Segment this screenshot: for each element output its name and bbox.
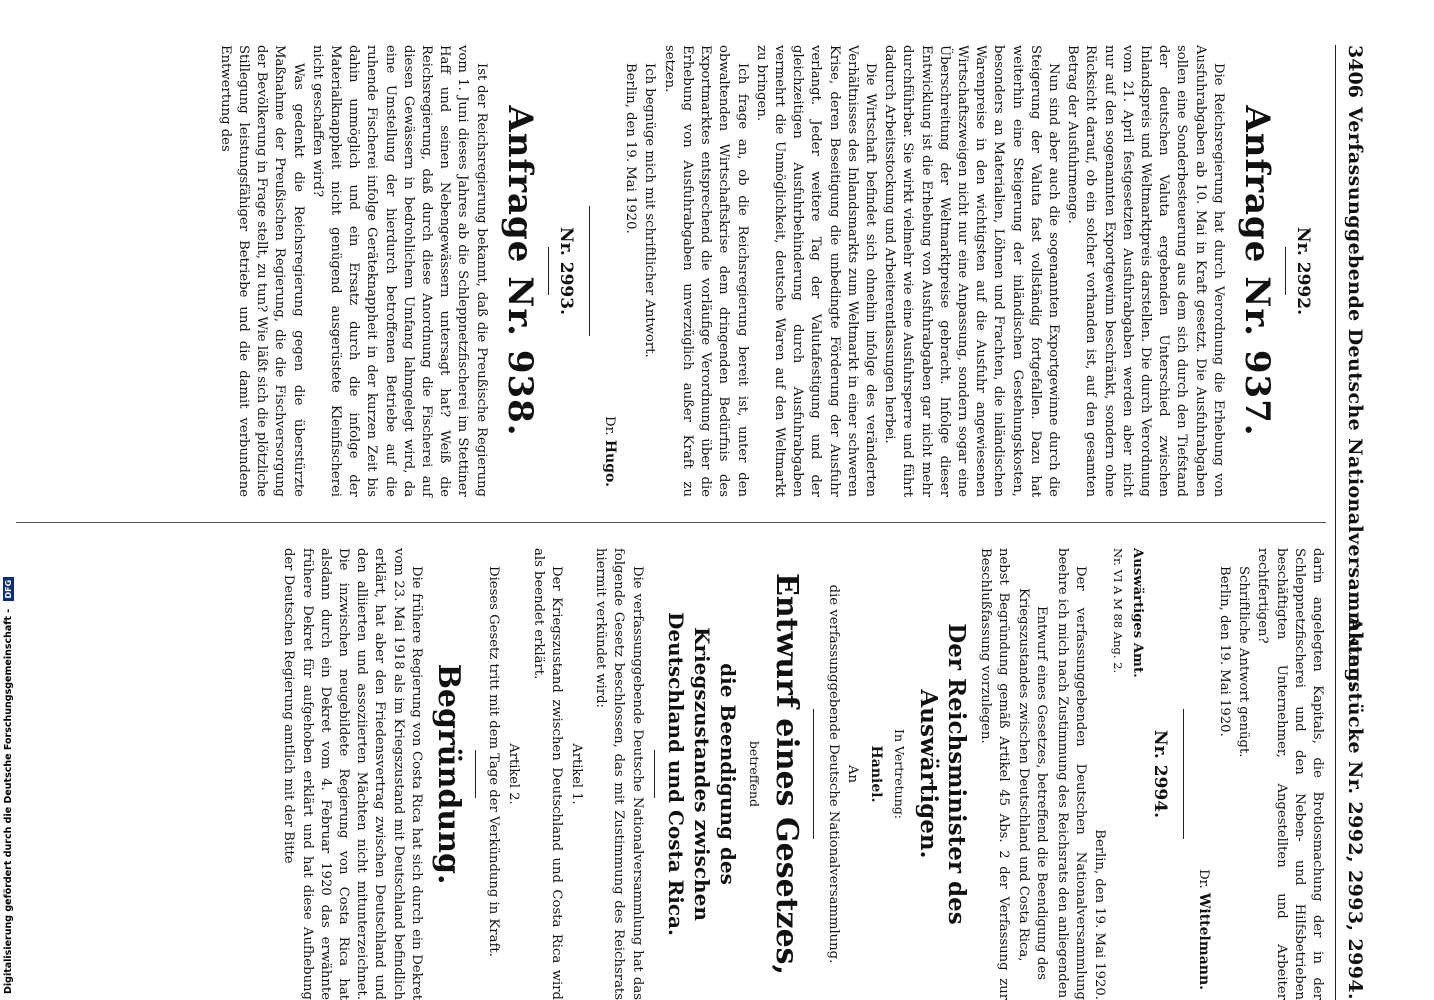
separator	[813, 709, 814, 839]
signature-title: Dr.	[602, 416, 618, 436]
document-number-2993: Nr. 2993.	[555, 226, 576, 315]
paragraph: Nun sind aber auch die sogenannten Exportgewinne durch die Steigerung der Valuta fast vollständig fortgefallen. Dazu hat weiterhin eine Steigerung der inländischen Gestehungskosten, besonders an Materialien, Löhnen und Frachten, die inländischen Warenpreise in den wichtigsten auf die Ausfuhr angewiesenen Wirtschaftszweigen nicht nur eine Anpassung, sondern sogar eine Überschreitung der Weltmarktpreise gebracht. Infolge dieser Entwicklung ist die Erhebung von Ausfuhrabgaben gar nicht mehr durchführbar. Sie wirkt vielmehr wie eine Ausfuhrsperre und führt dadurch Arbeitsstockung und Arbeiterentlassungen herbei.	[882, 45, 1061, 497]
signature-name: Haniel.	[868, 745, 885, 803]
page-number: 3406	[1344, 45, 1366, 98]
separator	[654, 750, 655, 798]
document-page	[2, 45, 1372, 1000]
place-date: Berlin, den 19. Mai 1920.	[1216, 566, 1232, 737]
paragraph: Die Reichsregierung hat durch Verordnung die Erhebung von Ausfuhrabgaben ab 10. Mai in Kraft gesetzt. Die Ausfuhrabgaben sollen eine Sonderbesteuerung aus dem sich durch den Tiefstand der deutschen Valuta ergebenden Unterschied zwischen Inlandspreis und Weltmarktpreis darstellen. Die durch Verordnung vom 21. April festgesetzten Ausfuhrabgaben werden aber nicht nur auf den sogenannten Exportgewinn beschränkt, sondern ohne Rücksicht darauf, ob ein solcher vorhanden ist, auf den gesamten Betrag der Ausfuhrmenge.	[1065, 45, 1226, 497]
paragraph: Ich begnüge mich mit schriftlicher Antwort.	[642, 63, 658, 358]
addressee: die verfassunggebende Deutsche Nationalversammlung.	[825, 584, 841, 964]
paragraph: Der verfassunggebenden Deutschen Nationalversammlung beehre ich mich nach Zustimmung des Reichsrats den anliegenden	[1054, 548, 1088, 1000]
separator	[475, 750, 476, 798]
separator	[548, 247, 549, 295]
credit-text: Digitalisierung gefördert durch die Deutsche Forschungsgemeinschaft -	[3, 608, 14, 994]
digitization-credit	[2, 4, 16, 994]
draft-law-heading: Entwurf eines Gesetzes,	[768, 572, 804, 976]
paragraph-indented: Entwurf eines Gesetzes, betreffend die Beendigung des Kriegszustandes zwischen Deutschland und Costa Rica,	[1016, 588, 1050, 980]
digitization-credit-text	[3, 4, 17, 994]
left-column	[215, 45, 1326, 497]
inquiry-heading-938: Anfrage Nr. 938.	[499, 105, 540, 437]
paragraph: Ich frage an, ob die Reichsregierung bereit ist, unter den obwaltenden Wirtschaftskrise dem dringenden Bedürfnis des Exportmarktes entsprechend die vorläufige Verordnung über die Erhebung von Ausfuhrabgaben unverzüglich außer Kraft zu setzen.	[661, 45, 750, 497]
law-title: die Beendigung des Kriegszustandes zwischen Deutschland und Costa Rica.	[663, 612, 740, 936]
signature-title: Dr.	[1195, 869, 1211, 889]
inquiry-heading-937: Anfrage Nr. 937.	[1236, 105, 1277, 437]
paragraph: Ist der Reichsregierung bekannt, daß die Preußische Regierung vom 1. Juni dieses Jahres ab die Schleppnetzfischerei im Stettiner Haff und seinen Nebengewässern untersagt hat? Weiß die Reichsregierung, daß durch diese Anordnung die Fischerei auf diesen Gewässern in bedrohlichem Umfang lahmgelegt wird, da eine Umstellung der hierdurch betroffenen Betriebe auf die ruhende Fischerei infolge Geräteknappheit in der kurzen Zeit bis dahin unmöglich und ein Ersatz durch die infolge der Materialknappheit nicht genügend ausgerüstete Kleinfischerei nicht geschaffen wird?	[309, 45, 489, 497]
header-document-numbers: Aktenstücke Nr. 2992, 2993, 2994.	[1344, 616, 1366, 1000]
minister-heading: Der Reichsminister des Auswärtigen.	[914, 623, 970, 925]
office-name: Auswärtiges Amt.	[1130, 548, 1146, 678]
rotated-document-scan	[2, 45, 1372, 1000]
signature	[1194, 548, 1213, 990]
justification-heading: Begründung.	[430, 663, 466, 885]
place-date: Berlin, den 19. Mai 1920.	[623, 63, 639, 234]
column-divider	[16, 522, 1326, 523]
signature-name: Wittelmann.	[1195, 892, 1212, 990]
document-number-2992: Nr. 2992.	[1293, 226, 1313, 315]
separator	[589, 206, 590, 336]
header-title: Verfassunggebende Deutsche Nationalversammlung.	[1344, 107, 1366, 689]
paragraph: nebst Begründung gemäß Artikel 45 Abs. 2 der Verfassung zur Beschlußfassung vorzulegen.	[977, 548, 1011, 1000]
paragraph: Die frühere Regierung von Costa Rica hat sich durch ein Dekret vom 23. Mai 1918 als im Kriegszustand mit Deutschland befindlich erklärt, hat aber den Friedensvertrag zwischen Deutschland und den alliierten und assoziierten Mächten nicht mitunterzeichnet. Die inzwischen neugebildete Regierung von Costa Rica hat alsdann durch ein Dekret vom 4. Februar 1920 das erwähnte frühere Dekret für aufgehoben erklärt und hat diese Aufhebung der Deutschen Regierung amtlich mit der Bitte	[281, 548, 424, 1000]
right-column	[278, 548, 1326, 1000]
article-heading: Artikel 2.	[506, 743, 522, 805]
separator	[1183, 709, 1184, 839]
place-date: Berlin, den 19. Mai 1920.	[1091, 829, 1107, 1000]
paragraph: Was gedenkt die Reichsregierung gegen die überstürzte Maßnahme der Preußischen Regierung, die die Fischversorgung der Bevölkerung in Frage stellt, zu tun? Wie läßt sich die plötzliche Stillegung leistungsfähiger Betriebe und die damit verbundene Entwertung des	[217, 45, 306, 497]
paragraph: Der Kriegszustand zwischen Deutschland und Costa Rica wird als beendet erklärt.	[530, 548, 564, 1000]
separator	[1285, 247, 1286, 295]
signature	[600, 45, 619, 487]
paragraph: Schriftliche Antwort genügt.	[1236, 566, 1252, 758]
addressee-prefix: An	[845, 764, 861, 784]
dfg-logo: DFG	[3, 577, 14, 602]
paragraph: darin angelegten Kapitals, die Brotlosmachung der in der Schleppnetzfischerei und den Neben- und Hilfsbetrieben beschäftigten Unternehmer, Angestellten und Arbeiter rechtfertigen?	[1255, 548, 1325, 1000]
paragraph: Die verfassunggebende Deutsche Nationalversammlung hat das folgende Gesetz beschlossen, das mit Zustimmung des Reichsrats hiermit verkündet wird:	[593, 548, 645, 1000]
running-header	[1335, 45, 1372, 1000]
document-number-2994: Nr. 2994.	[1149, 729, 1170, 818]
reference-number: Nr. VI A M 88 Ang. 2.	[1111, 548, 1126, 674]
paragraph: Die Wirtschaft befindet sich ohnehin infolge des veränderten Verhältnisses des Inlandsmarkts zum Weltmarkt in einer schweren Krise, deren Beseitigung die unbedingte Förderung der Ausfuhr verlangt. Jeder weitere Tag der Valutafestigung und der gleichzeitigen Ausfuhrbehinderung durch Ausfuhrabgaben vermehrt die Unmöglichkeit, deutsche Waren auf den Weltmarkt zu bringen.	[753, 45, 878, 497]
paragraph: Dieses Gesetz tritt mit dem Tage der Verkündung in Kraft.	[486, 566, 502, 957]
signature-name: Hugo.	[602, 439, 619, 487]
deputy-note: In Vertretung:	[891, 729, 907, 819]
article-heading: Artikel 1.	[568, 743, 584, 805]
subject-label: betreffend	[746, 740, 762, 808]
